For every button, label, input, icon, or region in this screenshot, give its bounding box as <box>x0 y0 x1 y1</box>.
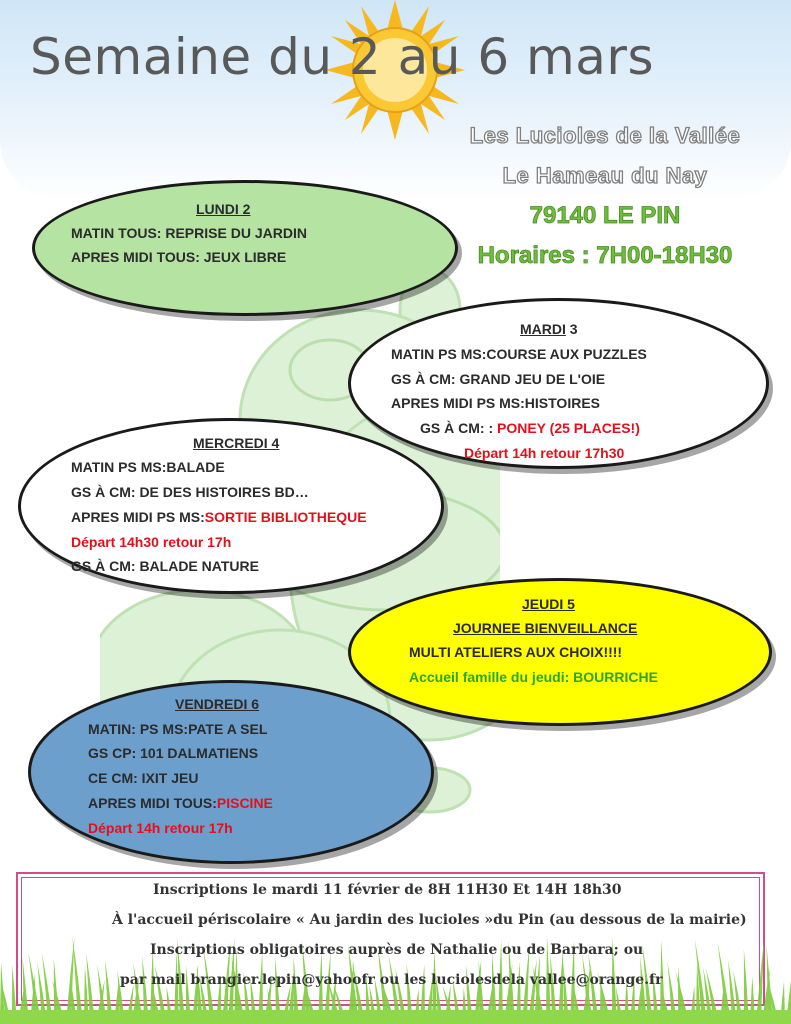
friday-line-4 <box>88 795 273 811</box>
tuesday-title <box>520 321 578 337</box>
registration-place: À l'accueil périscolaire « Au jardin des lucioles »du Pin (au dessous de la mairie) <box>112 912 747 928</box>
center-info <box>440 116 770 276</box>
thursday-bourriche: BOURRICHE <box>573 669 658 685</box>
tuesday-line-3: APRES MIDI PS MS:HISTOIRES <box>391 395 600 411</box>
wednesday-line-1: MATIN PS MS:BALADE <box>71 459 225 475</box>
thursday-line-3 <box>409 669 658 685</box>
tuesday-line-4-label: GS À CM: : <box>420 420 497 436</box>
registration-contacts: Inscriptions obligatoires auprès de Nathalie ou de Barbara; ou <box>150 942 644 958</box>
wednesday-line-5: GS À CM: BALADE NATURE <box>71 558 259 574</box>
thursday-family-label: Accueil famille du jeudi: <box>409 669 574 685</box>
thursday-line-2: MULTI ATELIERS AUX CHOIX!!!! <box>409 644 623 660</box>
friday-line-2: GS CP: 101 DALMATIENS <box>88 745 259 761</box>
thursday-theme: JOURNEE BIENVEILLANCE <box>453 620 638 636</box>
wednesday-line-2: GS À CM: DE DES HISTOIRES BD… <box>71 484 309 500</box>
wednesday-library-outing: SORTIE BIBLIOTHEQUE <box>204 509 367 525</box>
center-name: Les Lucioles de la Vallée <box>469 123 741 148</box>
monday-morning: MATIN TOUS: REPRISE DU JARDIN <box>71 225 307 241</box>
center-hours: Horaires : 7H00-18H30 <box>477 242 733 269</box>
tuesday-line-1: MATIN PS MS:COURSE AUX PUZZLES <box>391 346 647 362</box>
friday-line-1: MATIN: PS MS:PATE A SEL <box>88 721 268 737</box>
wednesday-line-3 <box>71 509 367 525</box>
friday-line-4-label: APRES MIDI TOUS: <box>88 795 217 811</box>
wednesday-line-3-label: APRES MIDI PS MS: <box>71 509 205 525</box>
tuesday-line-2: GS À CM: GRAND JEU DE L'OIE <box>391 371 606 387</box>
registration-dates: Inscriptions le mardi 11 février de 8H 11H30 Et 14H 18h30 <box>153 882 622 898</box>
tuesday-departure: Départ 14h retour 17h30 <box>464 445 625 461</box>
friday-departure: Départ 14h retour 17h <box>88 820 233 836</box>
monday-afternoon: APRES MIDI TOUS: JEUX LIBRE <box>71 249 287 265</box>
friday-pool: PISCINE <box>216 795 273 811</box>
registration-emails: par mail brangier.lepin@yahoofr ou les luciolesdela vallee@orange.fr <box>120 972 663 988</box>
monday-title: LUNDI 2 <box>196 201 251 217</box>
center-address: Le Hameau du Nay <box>502 163 708 188</box>
page-title: Semaine du 2 au 6 mars <box>30 28 654 86</box>
tuesday-poney-activity: PONEY (25 PLACES!) <box>497 420 640 436</box>
thursday-title: JEUDI 5 <box>522 596 575 612</box>
wednesday-departure: Départ 14h30 retour 17h <box>71 534 232 550</box>
tuesday-day-number: 3 <box>565 321 578 337</box>
tuesday-day: MARDI <box>520 321 566 337</box>
friday-line-3: CE CM: IXIT JEU <box>88 770 199 786</box>
wednesday-title: MERCREDI 4 <box>193 435 280 451</box>
tuesday-line-4 <box>420 420 640 436</box>
friday-title: VENDREDI 6 <box>175 696 260 712</box>
center-postcode: 79140 LE PIN <box>529 202 681 229</box>
